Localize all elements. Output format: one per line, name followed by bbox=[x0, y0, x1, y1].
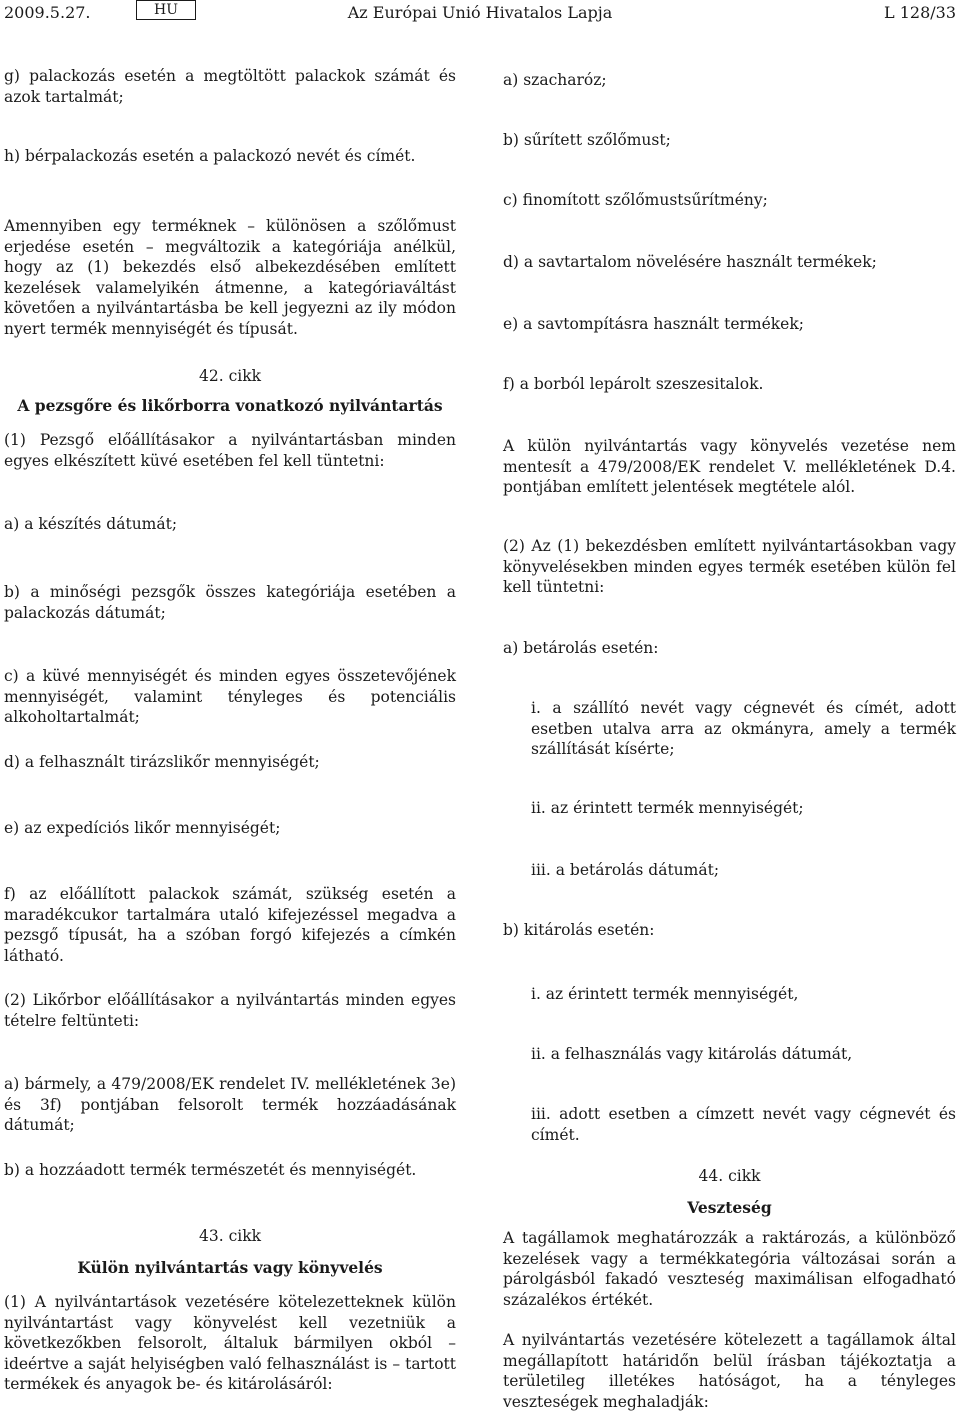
article-42-title: A pezsgőre és likőrborra vonatkozó nyilvántartás bbox=[17, 396, 443, 415]
exit-item-iii: iii. adott esetben a címzett nevét vagy cégnevét és címét. bbox=[531, 1105, 956, 1144]
product-c: c) finomított szőlőmustsűrítmény; bbox=[503, 191, 768, 209]
article-43-paragraph-2: (2) Az (1) bekezdésben említett nyilvántartásokban vagy könyvelésekben minden egyes termék esetében külön fel kell tüntetni: bbox=[503, 537, 956, 596]
article-44-paragraph-2: A nyilvántartás vezetésére kötelezett a tagállamok által megállapított határidőn belül írásban tájékoztatja a területileg illetékes hatóságot, ha a tényleges veszteségek meghaladják: bbox=[503, 1331, 956, 1411]
reporting-note: A külön nyilvántartás vagy könyvelés vezetése nem mentesít a 479/2008/EK rendelet V. mellékletének D.4. pontjában említett jelentések megtétele alól. bbox=[503, 437, 956, 496]
article-43-number: 43. cikk bbox=[199, 1227, 261, 1245]
page-number: L 128/33 bbox=[884, 3, 956, 22]
product-b: b) sűrített szőlőmust; bbox=[503, 131, 671, 149]
list-item-f: f) az előállított palackok számát, szükség esetén a maradékcukor tartalmára utaló kifejezéssel megadva a pezsgő típusát, ha a szóban forgó kifejezés a címkén látható. bbox=[4, 885, 456, 965]
article-42-number: 42. cikk bbox=[199, 367, 261, 385]
article-43-title: Külön nyilvántartás vagy könyvelés bbox=[77, 1258, 383, 1277]
list-item-d: d) a felhasznált tirázslikőr mennyiségét; bbox=[4, 753, 320, 771]
article-44-title: Veszteség bbox=[687, 1198, 772, 1217]
language-badge: HU bbox=[136, 0, 196, 20]
paragraph-2-item-a: a) bármely, a 479/2008/EK rendelet IV. mellékletének 3e) és 3f) pontjában felsorolt termék hozzáadásának dátumát; bbox=[4, 1075, 456, 1134]
exit-item-i: i. az érintett termék mennyiségét, bbox=[531, 985, 799, 1003]
entry-item-ii: ii. az érintett termék mennyiségét; bbox=[531, 799, 804, 817]
article-44-paragraph-1: A tagállamok meghatározzák a raktározás, a különböző kezelések vagy a termékkategória változásai során a párolgásból fakadó veszteség maximálisan elfogadható százalékos értékét. bbox=[503, 1229, 956, 1309]
article-44-number: 44. cikk bbox=[698, 1167, 761, 1185]
exit-label: b) kitárolás esetén: bbox=[503, 921, 655, 939]
product-a: a) szacharóz; bbox=[503, 71, 607, 89]
product-f: f) a borból lepárolt szeszesitalok. bbox=[503, 375, 764, 393]
list-item-c: c) a küvé mennyiségét és minden egyes összetevőjének mennyiségét, valamint tényleges és potenciális alkoholtartalmát; bbox=[4, 667, 456, 726]
product-e: e) a savtompításra használt termékek; bbox=[503, 315, 804, 333]
page-header bbox=[4, 0, 956, 30]
paragraph-category-change: Amennyiben egy terméknek – különösen a szőlőmust erjedése esetén – megváltozik a kategóriája anélkül, hogy az (1) bekezdés első albekezdésében említett kezelések valamelyikén átmenne, a kategóriaváltást követően a nyilvántartásba be kell jegyezni az ily módon nyert termék mennyiségét és típusát. bbox=[4, 217, 456, 338]
list-item-b: b) a minőségi pezsgők összes kategóriája esetében a palackozás dátumát; bbox=[4, 583, 456, 622]
entry-item-iii: iii. a betárolás dátumát; bbox=[531, 861, 720, 879]
journal-title: Az Európai Unió Hivatalos Lapja bbox=[347, 3, 613, 22]
article-42-paragraph-2: (2) Likőrbor előállításakor a nyilvántartás minden egyes tételre feltünteti: bbox=[4, 991, 456, 1030]
article-43-paragraph-1: (1) A nyilvántartások vezetésére kötelezetteknek külön nyilvántartást vagy könyvelést kell vezetniük a következőkben felsorolt, általuk bármilyen okból – ideértve a saját helyiségben való felhasználást is – tartott termékek és anyagok be- és kitárolásáról: bbox=[4, 1293, 456, 1393]
product-d: d) a savtartalom növelésére használt termékek; bbox=[503, 253, 877, 271]
entry-item-i: i. a szállító nevét vagy cégnevét és címét, adott esetben utalva arra az okmányra, amely a termék szállítását kísérte; bbox=[531, 699, 956, 758]
publication-date: 2009.5.27. bbox=[4, 3, 91, 22]
paragraph-2-item-b: b) a hozzáadott termék természetét és mennyiségét. bbox=[4, 1161, 417, 1179]
list-item-e: e) az expedíciós likőr mennyiségét; bbox=[4, 819, 281, 837]
item-g: g) palackozás esetén a megtöltött palackok számát és azok tartalmát; bbox=[4, 67, 456, 106]
item-h: h) bérpalackozás esetén a palackozó nevét és címét. bbox=[4, 147, 416, 165]
article-42-paragraph-1: (1) Pezsgő előállításakor a nyilvántartásban minden egyes elkészített küvé esetében fel kell tüntetni: bbox=[4, 431, 456, 470]
list-item-a: a) a készítés dátumát; bbox=[4, 515, 178, 533]
entry-label: a) betárolás esetén: bbox=[503, 639, 659, 657]
exit-item-ii: ii. a felhasználás vagy kitárolás dátumát, bbox=[531, 1045, 853, 1063]
